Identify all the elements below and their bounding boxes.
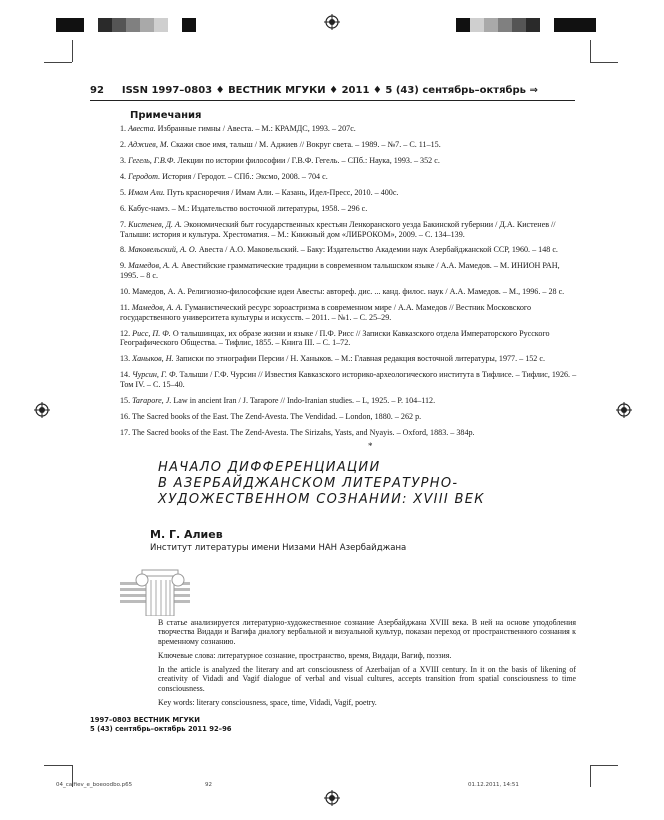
color-swatch <box>98 18 112 32</box>
author-affiliation: Институт литературы имени Низами НАН Азербайджана <box>150 543 407 553</box>
crop-mark <box>72 40 73 62</box>
color-swatch <box>470 18 484 32</box>
crop-mark <box>590 765 618 766</box>
note-item: 12. Рисс, П. Ф. О талышинцах, их образе жизни и языке / П.Ф. Рисс // Записки Кавказского отдела Императорского Русского Географического Общества. – Тифлис, 1855. – Книга III. – С. 1–72. <box>120 328 550 348</box>
color-swatch <box>512 18 526 32</box>
title-line: НАЧАЛО ДИФФЕРЕНЦИАЦИИ <box>158 460 381 475</box>
keywords-ru: Ключевые слова: литературное сознание, пространство, время, Видади, Вагиф, поэзия. <box>158 650 452 660</box>
registration-mark-icon <box>616 402 632 418</box>
crop-mark <box>590 62 618 63</box>
note-item: 10. Мамедов, А. А. Религиозно-философские идеи Авесты: автореф. дис. ... канд. филос. наук / А.А. Мамедов. – М., 1996. – 28 с. <box>120 287 565 297</box>
color-swatch <box>498 18 512 32</box>
slug-date: 01.12.2011, 14:51 <box>468 782 519 788</box>
slug-page: 92 <box>205 782 212 788</box>
color-swatch <box>540 18 554 32</box>
color-swatch <box>56 18 70 32</box>
crop-mark <box>44 765 72 766</box>
footer-citation: 1997–0803 ВЕСТНИК МГУКИ 5 (43) сентябрь–октябрь 2011 92–96 <box>90 716 232 733</box>
separator-star: * <box>368 441 373 451</box>
header-rule <box>90 100 575 101</box>
note-item: 13. Ханыков, Н. Записки по этнографии Персии / Н. Ханыков. – М.: Главная редакция восточной литературы, 1977. – 152 с. <box>120 354 545 364</box>
color-bar-right <box>456 18 596 32</box>
article-title <box>158 460 538 508</box>
note-item: 17. The Sacred books of the East. The Zend-Avesta. The Sirizahs, Yasts, and Nyayis. – Oxford, 1883. – 384p. <box>120 427 475 437</box>
note-item: 15. Tarapore, J. Law in ancient Iran / J. Tarapore // Indo-Iranian studies. – L, 1925. – P. 104–112. <box>120 395 436 405</box>
crop-mark <box>590 40 591 62</box>
color-swatch <box>70 18 84 32</box>
title-line: В АЗЕРБАЙДЖАНСКОМ ЛИТЕРАТУРНО- <box>158 476 459 491</box>
color-swatch <box>168 18 182 32</box>
color-swatch <box>526 18 540 32</box>
color-swatch <box>554 18 568 32</box>
abstract-en: In the article is analyzed the literary and art consciousness of Azerbaijan of a XVIII century. In it on the basis of likening of creativity of Vidadi and Vagif dialogue of verbal and visual cultures, accepts transition from spatial consciousness to time consciousness. <box>158 665 576 693</box>
note-item: 7. Кистенев, Д. А. Экономический быт государственных крестьян Ленкоранского уезда Бакинской губернии / Д.А. Кистенев // Талыши: история и культура. Хрестоматия. – М.: Книжный дом «ЛИБРОКОМ», 2009. – С. 134–139. <box>120 219 556 239</box>
crop-mark <box>590 765 591 787</box>
note-item: 2. Аджиев, М. Скажи свое имя, талыш / М. Аджиев // Вокруг света. – 1989. – №7. – С. 11–15. <box>120 139 441 149</box>
color-swatch <box>84 18 98 32</box>
note-item: 11. Мамедов, А. А. Гуманистический ресурс зороастризма в современном мире / А.А. Мамедов // Вестник Московского государственного университета культуры и искусств. – 2011. – №1. – С. 25–29. <box>120 303 532 322</box>
note-item: 14. Чурсин, Г. Ф. Талыши / Г.Ф. Чурсин // Известия Кавказского историко-археологического института в Тифлисе. – Тифлис, 1926. – Том IV. – С. 15–40. <box>120 370 577 389</box>
title-line: ХУДОЖЕСТВЕННОМ СОЗНАНИИ: XVIII ВЕК <box>158 492 485 507</box>
color-swatch <box>126 18 140 32</box>
color-swatch <box>140 18 154 32</box>
arrow-icon: ⇒ <box>529 85 538 96</box>
notes-heading: Примечания <box>130 110 202 121</box>
color-swatch <box>154 18 168 32</box>
color-swatch <box>112 18 126 32</box>
slug-filename: 04_calfiev_e_boeoodbo.p65 <box>56 782 133 788</box>
note-item: 6. Кабус-намэ. – М.: Издательство восточной литературы, 1958. – 296 с. <box>120 203 368 213</box>
crop-mark <box>44 62 72 63</box>
note-item: 5. Имам Али. Путь красноречия / Имам Али. – Казань, Идел-Пресс, 2010. – 400с. <box>120 187 399 197</box>
color-swatch <box>456 18 470 32</box>
column-capital-ornament-icon <box>120 560 190 616</box>
color-swatch <box>484 18 498 32</box>
color-swatch <box>568 18 582 32</box>
registration-mark-icon <box>34 402 50 418</box>
color-swatch <box>582 18 596 32</box>
abstract-ru: В статье анализируется литературно-художественное сознание Азербайджана XVIII века. В ней на основе уподобления творчества Видади и Вагифа диалогу вербальной и визуальной культур, показан переход от пространственного сознания к временному сознанию. <box>158 618 576 646</box>
note-item: 3. Гегель, Г.В.Ф. Лекции по истории философии / Г.В.Ф. Гегель. – СПб.: Наука, 1993. – 352 с. <box>120 155 440 165</box>
author-name: М. Г. Алиев <box>150 528 223 541</box>
abstract-block <box>158 618 576 712</box>
color-swatch <box>182 18 196 32</box>
note-item: 4. Геродот. История / Геродот. – СПб.: Эксмо, 2008. – 704 с. <box>120 171 328 181</box>
color-bar-left <box>56 18 196 32</box>
notes-list <box>120 124 578 444</box>
running-header <box>90 85 570 96</box>
page-number: 92 <box>90 85 104 96</box>
journal-info: ISSN 1997–0803 ♦ ВЕСТНИК МГУКИ ♦ 2011 ♦ 5 (43) сентябрь–октябрь ⇒ <box>121 85 538 96</box>
registration-mark-icon <box>324 790 340 806</box>
note-item: 16. The Sacred books of the East. The Zend-Avesta. The Vendidad. – London, 1880. – 262 p. <box>120 411 422 421</box>
registration-mark-icon <box>324 14 340 30</box>
keywords-en: Key words: literary consciousness, space, time, Vidadi, Vagif, poetry. <box>158 698 377 708</box>
note-item: 1. Авеста. Избранные гимны / Авеста. – М.: КРАМДС, 1993. – 207с. <box>120 124 356 133</box>
note-item: 8. Маковельский, А. О. Авеста / А.О. Маковельский. – Баку: Издательство Академии наук Азербайджанской ССР, 1960. – 148 с. <box>120 245 558 255</box>
note-item: 9. Мамедов, А. А. Авестийские грамматические традиции в современном талышском языке / А.А. Мамедов. – М. ИНИОН РАН, 1995. – 8 с. <box>120 261 560 281</box>
